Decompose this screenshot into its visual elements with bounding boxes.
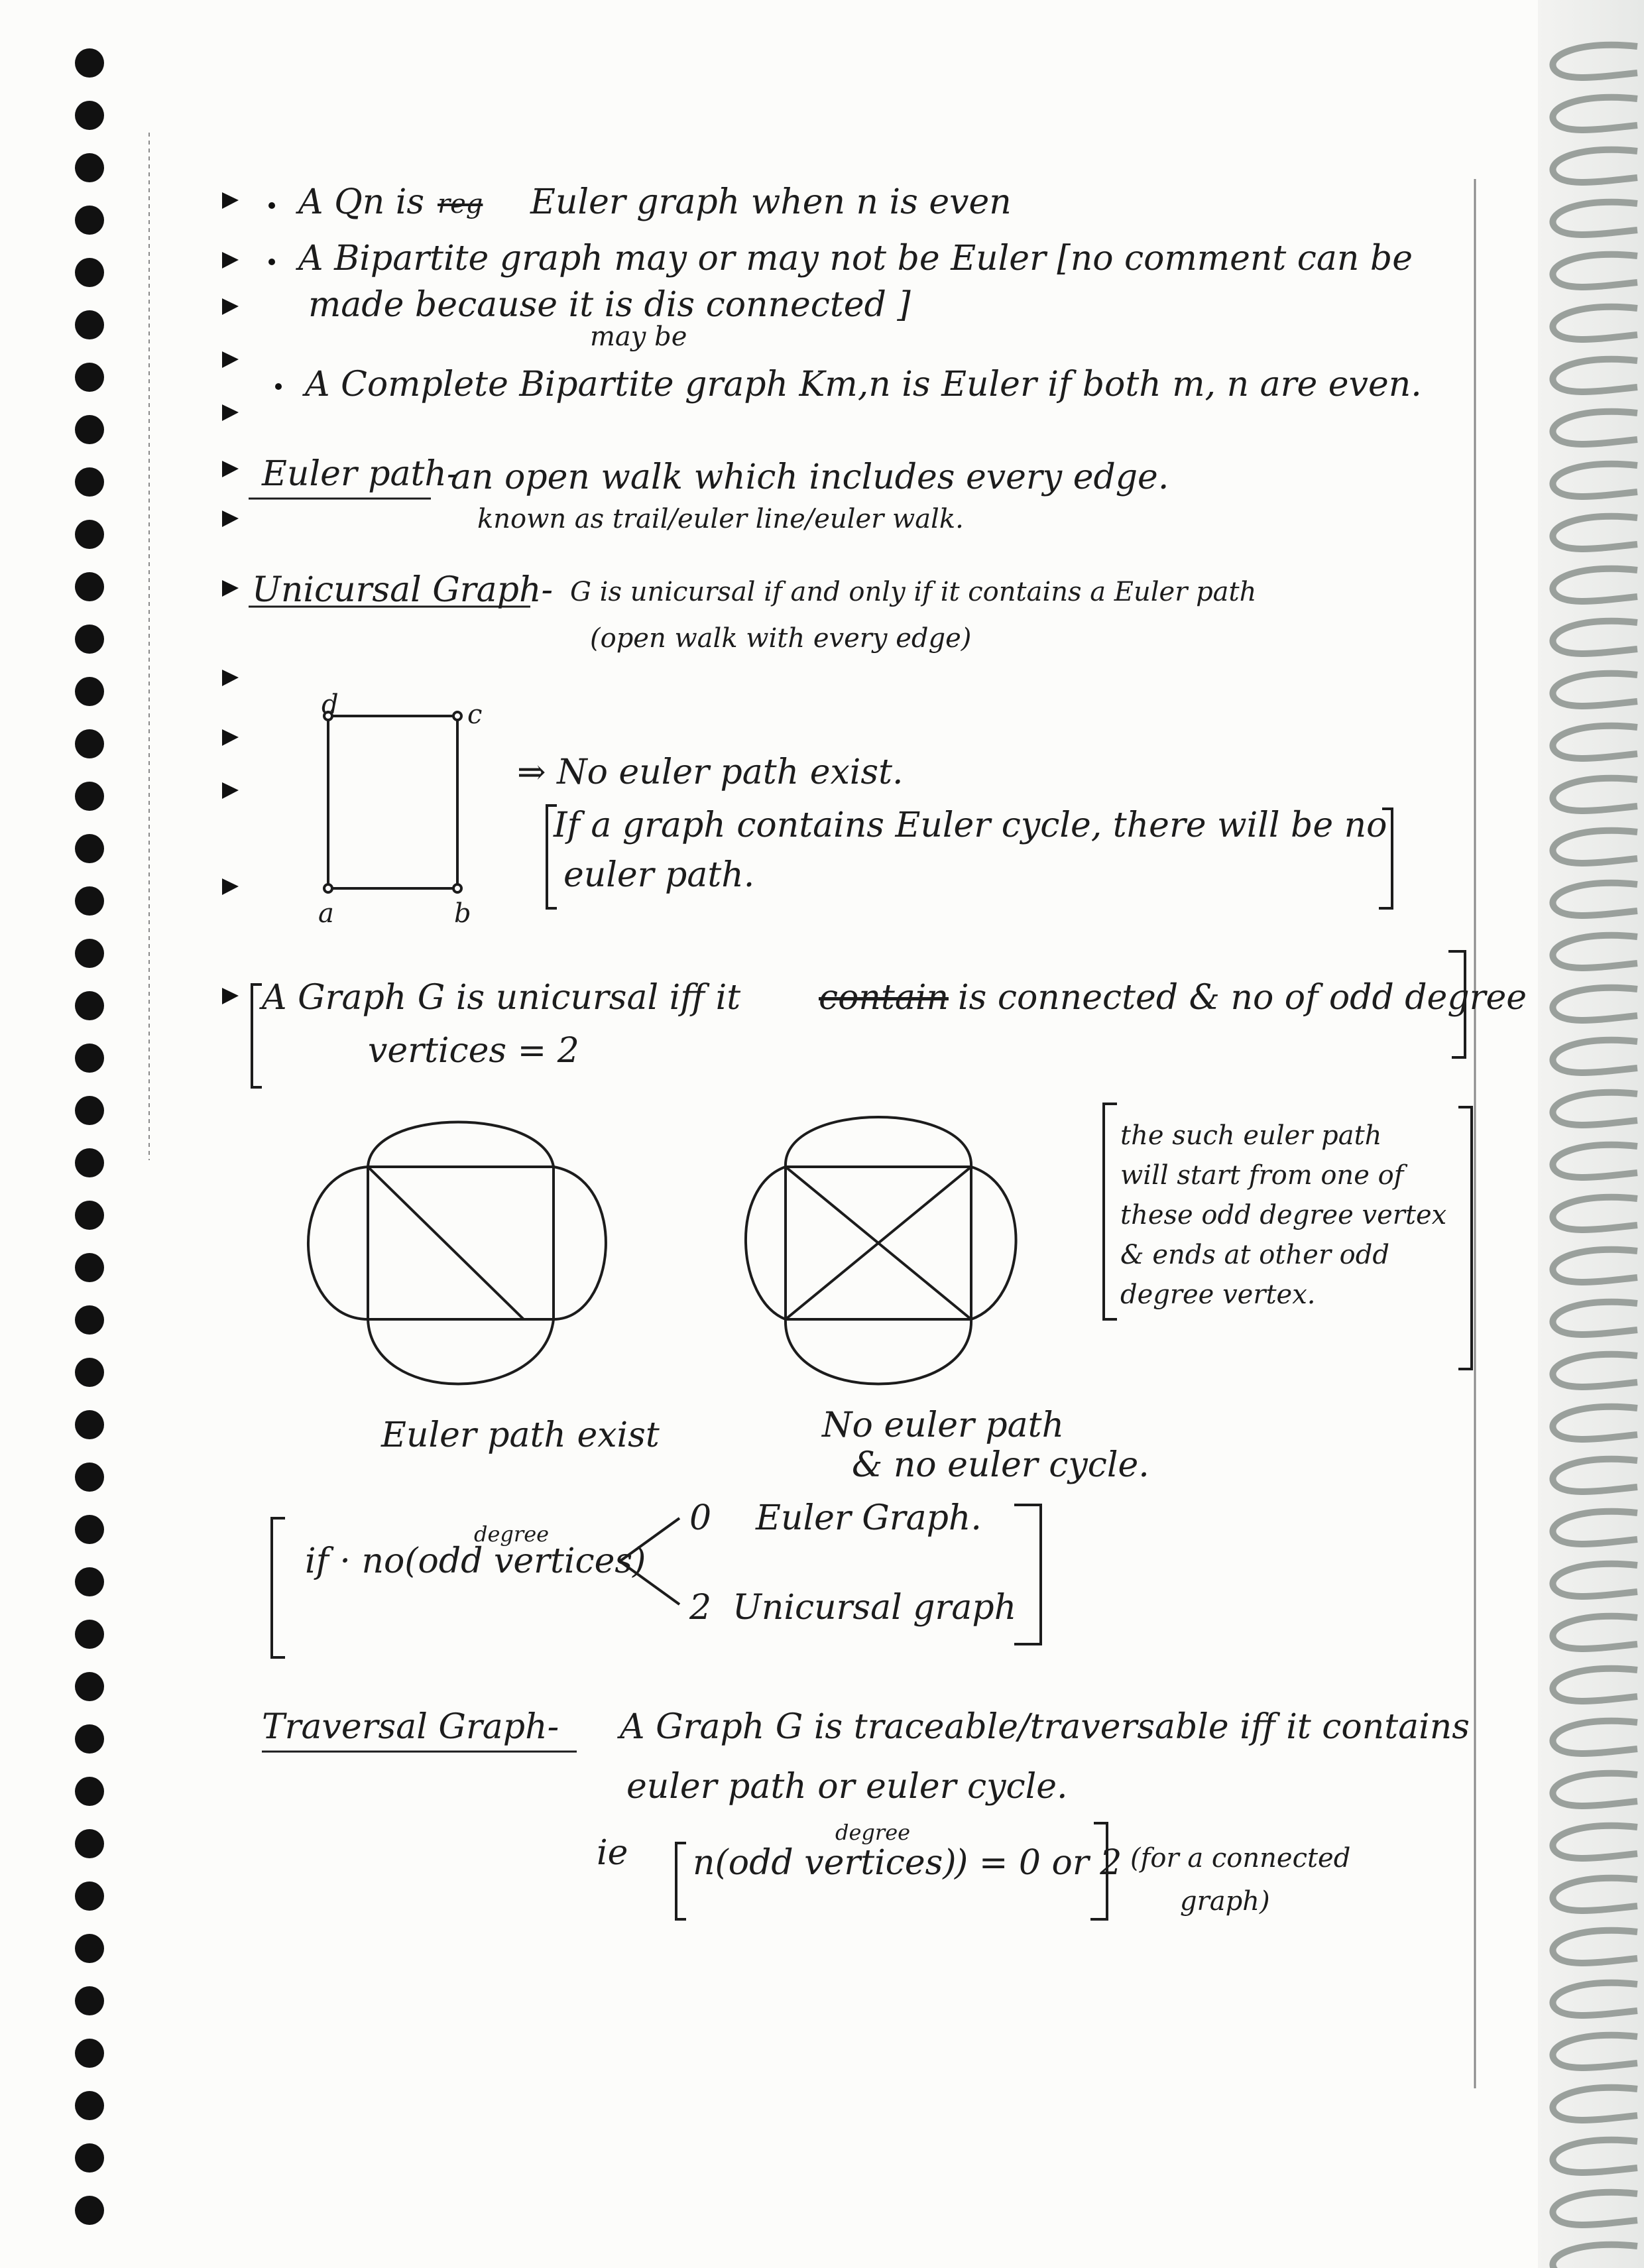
side-note-line3: these odd degree vertex	[1120, 1200, 1447, 1230]
punch-holes	[75, 48, 104, 2225]
euler-path-heading: Euler path-	[262, 454, 459, 494]
traversal-heading: Traversal Graph-	[262, 1707, 559, 1747]
theorem-line1-rest: is connected & no of odd degree	[958, 978, 1527, 1018]
formula-left: n(odd vertices)	[693, 1843, 957, 1883]
bullet-3: A Complete Bipartite graph Km,n is Euler if both m, n are even.	[305, 365, 1422, 404]
side-note-line4: & ends at other odd	[1120, 1240, 1389, 1270]
vertex-label-c: c	[467, 699, 483, 730]
formula-degree-label: degree	[835, 1820, 911, 1845]
bullet-dots	[268, 202, 282, 390]
line-markers	[222, 192, 239, 1004]
bullet-1-prefix: A Qn is	[298, 182, 425, 222]
side-note-line2: will start from one of	[1120, 1160, 1404, 1191]
vertex-label-a: a	[318, 898, 334, 929]
figure-2-caption-line1: No euler path	[822, 1405, 1065, 1445]
theorem-line2: vertices = 2	[368, 1031, 579, 1071]
ie-label: ie	[597, 1833, 628, 1873]
spiral-rings	[1553, 45, 1637, 2268]
bullet-2-may-be: may be	[590, 322, 687, 352]
graph-figure-euler-path	[308, 1122, 606, 1384]
side-note-line5: degree vertex.	[1120, 1280, 1316, 1310]
unicursal-heading: Unicursal Graph-	[252, 570, 554, 610]
traversal-definition-line2: euler path or euler cycle.	[626, 1767, 1068, 1807]
euler-path-aka: known as trail/euler line/euler walk.	[477, 504, 964, 534]
theorem-line1: A Graph G is unicursal iff it	[262, 978, 741, 1018]
branch-value-2: 2	[689, 1588, 712, 1628]
traversal-definition-line1: A Graph G is traceable/traversable iff it contains	[620, 1707, 1470, 1747]
side-note-line1: the such euler path	[1120, 1120, 1382, 1151]
branch-euler-graph: Euler Graph.	[756, 1498, 982, 1538]
no-euler-path-statement: ⇒ No euler path exist.	[517, 752, 904, 792]
rectangle-graph	[324, 712, 461, 892]
bullet-2-line1: A Bipartite graph may or may not be Euler [no comment can be	[298, 239, 1413, 278]
euler-path-definition: an open walk which includes every edge.	[451, 457, 1169, 497]
branch-value-0: 0	[689, 1498, 712, 1538]
figure-1-caption: Euler path exist	[381, 1415, 660, 1455]
bullet-1-strikethrough: reg	[438, 189, 483, 219]
figure-2-caption-line2: & no euler cycle.	[852, 1445, 1149, 1485]
formula-right: ) = 0 or 2	[955, 1843, 1122, 1883]
cycle-note-line1: If a graph contains Euler cycle, there will be no	[554, 806, 1387, 845]
bullet-2-line2: made because it is dis connected ]	[308, 285, 911, 325]
bullet-1-text: Euler graph when n is even	[530, 182, 1012, 222]
formula-note-line1: (for a connected	[1130, 1843, 1351, 1874]
vertex-label-d: d	[322, 689, 339, 720]
branch-degree-label: degree	[474, 1522, 550, 1547]
formula-note-line2: graph)	[1180, 1886, 1270, 1917]
branch-condition: if · no(odd vertices)	[305, 1541, 646, 1581]
theorem-strikethrough: contain	[819, 978, 949, 1018]
graph-figure-no-euler-path	[746, 1117, 1016, 1384]
vertex-label-b: b	[454, 898, 471, 929]
branch-unicursal-graph: Unicursal graph	[733, 1588, 1017, 1628]
unicursal-definition-line2: (open walk with every edge)	[590, 623, 972, 654]
cycle-note-line2: euler path.	[563, 855, 755, 895]
unicursal-definition-line1: G is unicursal if and only if it contains a Euler path	[570, 577, 1257, 607]
